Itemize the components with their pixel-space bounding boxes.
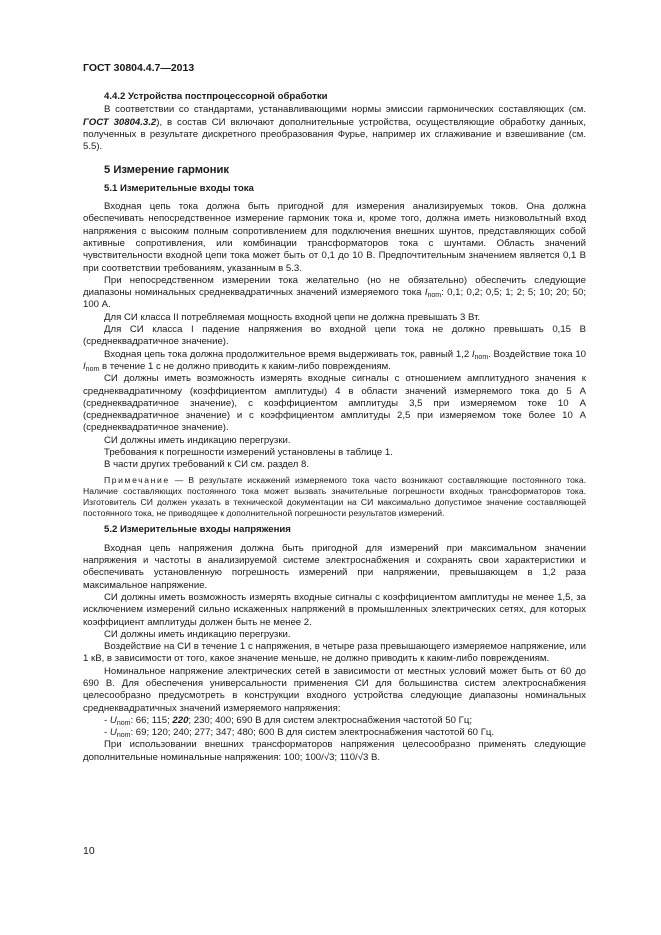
- section-5-1-paragraph-9: В части других требований к СИ см. раздел 8.: [104, 459, 310, 471]
- page-number: 10: [83, 845, 95, 857]
- section-5-1-paragraph-8: Требования к погрешности измерений установлены в таблице 1.: [104, 447, 393, 459]
- section-5-2-paragraph-2: СИ должны иметь возможность измерять входные сигналы с коэффициентом амплитуды не менее 1,5, за исключением измерений сильно искаженных напряжений в промышленных электрических сетях, для которых коэффициент амплитуды должен быть не менее 2.: [83, 591, 586, 628]
- section-5-2-paragraph-3: СИ должны иметь индикацию перегрузки.: [104, 628, 291, 640]
- section-4-4-2-title: 4.4.2 Устройства постпроцессорной обработки: [104, 91, 328, 102]
- section-5-1-paragraph-6: СИ должны иметь возможность измерять входные сигналы с отношением амплитудного значения к среднеквадратичному (коэффициентом амплитуды) 4 в области значений измеряемого тока до 5 А (среднеквадратичное значение), с коэффициентом амплитуды 3,5 при измеряемом токе 10 А (среднеквадратичное значение) и с коэффициентом амплитуды 2,5 при измеряемом токе более 10 А (среднеквадратичное значение).: [83, 373, 586, 434]
- standard-header: ГОСТ 30804.4.7—2013: [83, 62, 195, 74]
- section-5-2-paragraph-5: Номинальное напряжение электрических сетей в зависимости от местных условий может быть от 60 до 690 В. Для обеспечения универсальности применения СИ для большинства систем электроснабжения целесообразно предусмотреть в конструкции входного устройства следующие диапазоны номинальных среднеквадратичных значений измеряемого напряжения:: [83, 665, 586, 714]
- section-5-1-note: Примечание — В результате искажений измеряемого тока часто возникают составляющие постоянного тока. Наличие составляющих постоянного тока может вызвать значительные погрешности входных трансформаторов тока. Изготовитель СИ должен указать в технической документации на СИ максимально допустимое значение составляющей постоянного тока, не приводящее к дополнительной погрешности результатов измерений.: [83, 474, 586, 519]
- section-5-2-title: 5.2 Измерительные входы напряжения: [104, 524, 291, 536]
- page-content: [83, 91, 586, 764]
- section-5-2-paragraph-1: Входная цепь напряжения должна быть пригодной для измерений при максимальном значении напряжения и частоты в анализируемой системе электроснабжения и сохранять свои характеристики и обеспечивать установленную погрешность измерений при напряжении, превышающем в 1,2 раза максимальное напряжение.: [83, 542, 586, 591]
- section-5-2-paragraph-6: При использовании внешних трансформаторов напряжения целесообразно применять следующие дополнительные номинальные напряжения: 100; 100/√3; 110/√3 В.: [83, 739, 586, 763]
- section-5-1-paragraph-2: При непосредственном измерении тока желательно (но не обязательно) обеспечить следующие диапазоны номинальных среднеквадратичных значений измеряемого тока $I_{nom}$: 0,1; 0,2; 0,5; 1; 2; 5; 10; 20; 50; 100 А.: [83, 274, 586, 311]
- note-label: Примечание: [104, 474, 170, 485]
- section-5-title: 5 Измерение гармоник: [104, 164, 229, 177]
- section-5-1-paragraph-1: Входная цепь тока должна быть пригодной для измерения анализируемых токов. Она должна обеспечивать непосредственное измерение гармоник тока и, кроме того, должна иметь низковольтный вход напряжения с высоким полным сопротивлением для подключения внешних шунтов, представляющих собой активные сопротивления, или комбинации трансформаторов тока с шунтами. Область значений чувствительности входной цепи тока может быть от 0,1 до 10 В. Предпочтительным значением является 0,1 В при соответствии требованиям, указанным в 5.3.: [83, 201, 586, 274]
- section-5-1-title: 5.1 Измерительные входы тока: [104, 182, 254, 194]
- voltage-range-60hz: - $U_{nom}$: 69; 120; 240; 277; 347; 480; 600 В для систем электроснабжения частотой 60 Гц.: [104, 727, 495, 740]
- section-5-2-paragraph-4: Воздействие на СИ в течение 1 с напряжения, в четыре раза превышающего измеряемое напряжение, или 1 кВ, в зависимости от того, какое значение меньше, не должно приводить к каким-либо повреждениям.: [83, 641, 586, 665]
- section-4-4-2-paragraph: В соответствии со стандартами, устанавливающими нормы эмиссии гармонических составляющих (см. ГОСТ 30804.3.2), в состав СИ включают дополнительные устройства, осуществляющие обработку данных, полученных в результате дискретного преобразования Фурье, например их сглаживание и взвешивание (см. 5.5).: [83, 104, 586, 153]
- section-5-1-paragraph-7: СИ должны иметь индикацию перегрузки.: [104, 434, 291, 446]
- section-5-1-paragraph-4: Для СИ класса I падение напряжения во входной цепи тока не должно превышать 0,15 В (среднеквадратичное значение).: [83, 324, 586, 348]
- voltage-range-50hz: - $U_{nom}$: 66; 115; 220; 230; 400; 690 В для систем электроснабжения частотой 50 Гц;: [104, 714, 473, 727]
- section-5-1-paragraph-3: Для СИ класса II потребляемая мощность входной цепи не должна превышать 3 Вт.: [104, 311, 481, 323]
- section-5-1-paragraph-5: Входная цепь тока должна продолжительное время выдерживать ток, равный 1,2 $I_{nom}$. Воздействие тока 10 $I_{nom}$ в течение 1 с не должно приводить к каким-либо повреждениям.: [83, 348, 586, 373]
